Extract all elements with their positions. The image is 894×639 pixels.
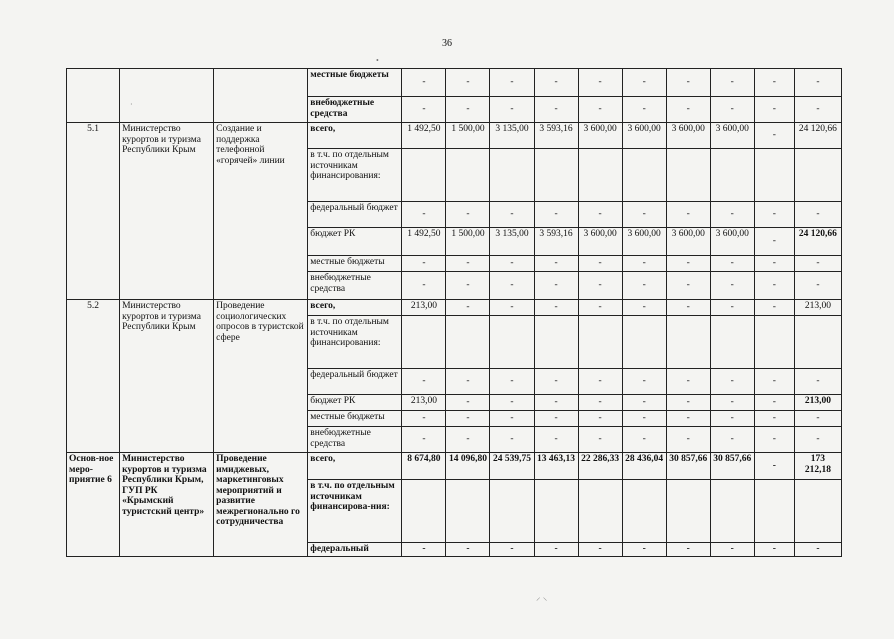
year-value-cell: 28 436,04	[622, 453, 666, 480]
total-value-cell: 24 120,66	[794, 123, 841, 149]
empty-cell	[754, 316, 794, 369]
total-value-cell: -	[794, 411, 841, 427]
funding-source-cell: федеральный бюджет	[308, 202, 402, 228]
year-value-cell: -	[754, 411, 794, 427]
year-value-cell: -	[490, 69, 534, 97]
year-value-cell: -	[490, 369, 534, 395]
year-value-cell: -	[710, 69, 754, 97]
total-value-cell: -	[794, 369, 841, 395]
year-value-cell: -	[622, 97, 666, 123]
scan-dot: •	[376, 56, 379, 65]
empty-cell	[402, 480, 446, 543]
year-value-cell: -	[754, 543, 794, 557]
year-value-cell: 8 674,80	[402, 453, 446, 480]
year-value-cell: -	[622, 69, 666, 97]
empty-cell	[578, 316, 622, 369]
empty-cell	[578, 149, 622, 202]
funding-source-cell: местные бюджеты	[308, 256, 402, 272]
year-value-cell: -	[622, 411, 666, 427]
scan-dot: ·	[130, 100, 133, 109]
year-value-cell: -	[534, 543, 578, 557]
year-value-cell: -	[710, 97, 754, 123]
year-value-cell: -	[402, 427, 446, 453]
empty-cell	[534, 480, 578, 543]
year-value-cell: -	[710, 395, 754, 411]
year-value-cell: 24 539,75	[490, 453, 534, 480]
empty-cell	[490, 316, 534, 369]
year-value-cell: -	[666, 256, 710, 272]
year-value-cell: -	[534, 411, 578, 427]
empty-cell	[446, 480, 490, 543]
year-value-cell: -	[490, 97, 534, 123]
empty-cell	[446, 316, 490, 369]
empty-cell	[794, 480, 841, 543]
year-value-cell: 3 600,00	[622, 123, 666, 149]
empty-cell	[402, 316, 446, 369]
year-value-cell: -	[754, 97, 794, 123]
year-value-cell: -	[710, 202, 754, 228]
empty-cell	[622, 480, 666, 543]
year-value-cell: -	[622, 256, 666, 272]
total-value-cell: -	[794, 427, 841, 453]
year-value-cell: -	[754, 228, 794, 256]
year-value-cell: 1 492,50	[402, 123, 446, 149]
year-value-cell: 3 135,00	[490, 228, 534, 256]
year-value-cell: -	[534, 69, 578, 97]
year-value-cell: -	[446, 543, 490, 557]
year-value-cell: -	[534, 427, 578, 453]
year-value-cell: -	[402, 369, 446, 395]
year-value-cell: -	[534, 300, 578, 316]
total-value-cell: -	[794, 202, 841, 228]
year-value-cell: 1 500,00	[446, 228, 490, 256]
total-value-cell: -	[794, 97, 841, 123]
year-value-cell: -	[578, 543, 622, 557]
table-row	[67, 123, 842, 149]
year-value-cell: -	[710, 272, 754, 300]
item-number-cell: 5.2	[67, 300, 120, 453]
year-value-cell: -	[446, 272, 490, 300]
year-value-cell: 3 593,16	[534, 123, 578, 149]
year-value-cell: 3 600,00	[710, 228, 754, 256]
year-value-cell: -	[622, 202, 666, 228]
funding-source-cell: всего,	[308, 300, 402, 316]
year-value-cell: -	[578, 395, 622, 411]
funding-source-cell: федеральный	[308, 543, 402, 557]
year-value-cell: 14 096,80	[446, 453, 490, 480]
year-value-cell: -	[534, 272, 578, 300]
year-value-cell: -	[490, 272, 534, 300]
empty-cell	[534, 149, 578, 202]
year-value-cell: -	[622, 395, 666, 411]
year-value-cell: -	[402, 97, 446, 123]
year-value-cell: -	[666, 202, 710, 228]
item-number-cell: 5.1	[67, 123, 120, 300]
year-value-cell: -	[666, 69, 710, 97]
executor-cell: Министерство курортов и туризма Республики Крым, ГУП РК «Крымский туристский центр»	[120, 453, 214, 557]
year-value-cell: -	[578, 272, 622, 300]
year-value-cell: -	[666, 369, 710, 395]
continuation-executor-cell	[120, 69, 214, 123]
year-value-cell: -	[710, 543, 754, 557]
year-value-cell: -	[490, 543, 534, 557]
year-value-cell: -	[446, 202, 490, 228]
year-value-cell: 13 463,13	[534, 453, 578, 480]
year-value-cell: -	[534, 369, 578, 395]
empty-cell	[710, 316, 754, 369]
year-value-cell: 3 600,00	[578, 123, 622, 149]
year-value-cell: -	[666, 543, 710, 557]
funding-source-cell: местные бюджеты	[308, 411, 402, 427]
year-value-cell: 3 600,00	[666, 123, 710, 149]
year-value-cell: -	[754, 69, 794, 97]
empty-cell	[666, 316, 710, 369]
year-value-cell: -	[754, 123, 794, 149]
year-value-cell: -	[402, 202, 446, 228]
year-value-cell: -	[446, 256, 490, 272]
year-value-cell: -	[534, 395, 578, 411]
year-value-cell: -	[666, 427, 710, 453]
total-value-cell: 24 120,66	[794, 228, 841, 256]
funding-source-cell: в т.ч. по отдельным источникам финансирования:	[308, 316, 402, 369]
empty-cell	[794, 149, 841, 202]
year-value-cell: -	[490, 300, 534, 316]
year-value-cell: 3 600,00	[578, 228, 622, 256]
year-value-cell: -	[534, 202, 578, 228]
year-value-cell: -	[578, 256, 622, 272]
year-value-cell: -	[666, 272, 710, 300]
scan-mark: ⸝ ⸜	[536, 592, 548, 602]
year-value-cell: -	[754, 256, 794, 272]
year-value-cell: -	[490, 395, 534, 411]
funding-source-cell: местные бюджеты	[308, 69, 402, 97]
funding-source-cell: бюджет РК	[308, 395, 402, 411]
funding-source-cell: внебюджетные средства	[308, 427, 402, 453]
year-value-cell: -	[534, 97, 578, 123]
year-value-cell: -	[578, 300, 622, 316]
year-value-cell: -	[446, 369, 490, 395]
empty-cell	[710, 149, 754, 202]
funding-source-cell: в т.ч. по отдельным источникам финансирования:	[308, 149, 402, 202]
funding-source-cell: федеральный бюджет	[308, 369, 402, 395]
year-value-cell: -	[446, 395, 490, 411]
year-value-cell: -	[402, 272, 446, 300]
empty-cell	[754, 149, 794, 202]
year-value-cell: -	[710, 427, 754, 453]
year-value-cell: -	[578, 369, 622, 395]
empty-cell	[794, 316, 841, 369]
year-value-cell: -	[710, 256, 754, 272]
empty-cell	[490, 149, 534, 202]
activity-cell: Проведение имиджевых, маркетинговых мероприятий и развитие межрегионально го сотрудничества	[214, 453, 308, 557]
year-value-cell: -	[710, 411, 754, 427]
year-value-cell: -	[446, 69, 490, 97]
year-value-cell: -	[622, 272, 666, 300]
year-value-cell: 1 492,50	[402, 228, 446, 256]
year-value-cell: -	[578, 97, 622, 123]
year-value-cell: 3 600,00	[622, 228, 666, 256]
year-value-cell: 1 500,00	[446, 123, 490, 149]
empty-cell	[578, 480, 622, 543]
year-value-cell: -	[534, 256, 578, 272]
funding-source-cell: всего,	[308, 453, 402, 480]
activity-cell: Создание и поддержка телефонной «горячей» линии	[214, 123, 308, 300]
executor-cell: Министерство курортов и туризма Республики Крым	[120, 300, 214, 453]
year-value-cell: -	[710, 300, 754, 316]
year-value-cell: -	[754, 395, 794, 411]
year-value-cell: -	[402, 411, 446, 427]
total-value-cell: -	[794, 543, 841, 557]
year-value-cell: -	[622, 427, 666, 453]
year-value-cell: -	[666, 97, 710, 123]
year-value-cell: -	[754, 202, 794, 228]
year-value-cell: -	[754, 369, 794, 395]
budget-table	[66, 68, 842, 557]
year-value-cell: -	[622, 369, 666, 395]
empty-cell	[402, 149, 446, 202]
year-value-cell: -	[710, 369, 754, 395]
year-value-cell: -	[754, 453, 794, 480]
year-value-cell: -	[490, 256, 534, 272]
total-value-cell: 173 212,18	[794, 453, 841, 480]
year-value-cell: -	[754, 427, 794, 453]
year-value-cell: 3 600,00	[710, 123, 754, 149]
total-value-cell: 213,00	[794, 395, 841, 411]
empty-cell	[622, 316, 666, 369]
year-value-cell: -	[754, 272, 794, 300]
empty-cell	[446, 149, 490, 202]
year-value-cell: -	[446, 300, 490, 316]
year-value-cell: -	[754, 300, 794, 316]
item-number-cell: Основ-ное меро-приятие 6	[67, 453, 120, 557]
funding-source-cell: всего,	[308, 123, 402, 149]
empty-cell	[490, 480, 534, 543]
continuation-num-cell	[67, 69, 120, 123]
year-value-cell: -	[622, 300, 666, 316]
activity-cell: Проведение социологических опросов в туристской сфере	[214, 300, 308, 453]
year-value-cell: 3 600,00	[666, 228, 710, 256]
funding-source-cell: внебюджетные средства	[308, 97, 402, 123]
table-row	[67, 300, 842, 316]
year-value-cell: -	[666, 395, 710, 411]
year-value-cell: -	[490, 427, 534, 453]
year-value-cell: -	[578, 202, 622, 228]
executor-cell: Министерство курортов и туризма Республики Крым	[120, 123, 214, 300]
year-value-cell: -	[578, 427, 622, 453]
year-value-cell: -	[490, 202, 534, 228]
year-value-cell: -	[446, 411, 490, 427]
table-row	[67, 453, 842, 480]
year-value-cell: -	[666, 300, 710, 316]
year-value-cell: -	[666, 411, 710, 427]
empty-cell	[710, 480, 754, 543]
year-value-cell: 213,00	[402, 395, 446, 411]
year-value-cell: -	[402, 256, 446, 272]
total-value-cell: -	[794, 256, 841, 272]
year-value-cell: 30 857,66	[710, 453, 754, 480]
total-value-cell: 213,00	[794, 300, 841, 316]
year-value-cell: 213,00	[402, 300, 446, 316]
page-number: 36	[442, 38, 452, 49]
year-value-cell: -	[446, 97, 490, 123]
year-value-cell: 3 593,16	[534, 228, 578, 256]
total-value-cell: -	[794, 272, 841, 300]
year-value-cell: -	[402, 69, 446, 97]
funding-source-cell: в т.ч. по отдельным источникам финансирова-ния:	[308, 480, 402, 543]
year-value-cell: -	[402, 543, 446, 557]
empty-cell	[666, 149, 710, 202]
table-row	[67, 69, 842, 97]
empty-cell	[754, 480, 794, 543]
year-value-cell: 22 286,33	[578, 453, 622, 480]
year-value-cell: 30 857,66	[666, 453, 710, 480]
year-value-cell: -	[578, 69, 622, 97]
empty-cell	[622, 149, 666, 202]
funding-source-cell: внебюджетные средства	[308, 272, 402, 300]
funding-source-cell: бюджет РК	[308, 228, 402, 256]
continuation-activity-cell	[214, 69, 308, 123]
year-value-cell: -	[446, 427, 490, 453]
empty-cell	[666, 480, 710, 543]
year-value-cell: 3 135,00	[490, 123, 534, 149]
empty-cell	[534, 316, 578, 369]
year-value-cell: -	[578, 411, 622, 427]
year-value-cell: -	[622, 543, 666, 557]
year-value-cell: -	[490, 411, 534, 427]
total-value-cell: -	[794, 69, 841, 97]
